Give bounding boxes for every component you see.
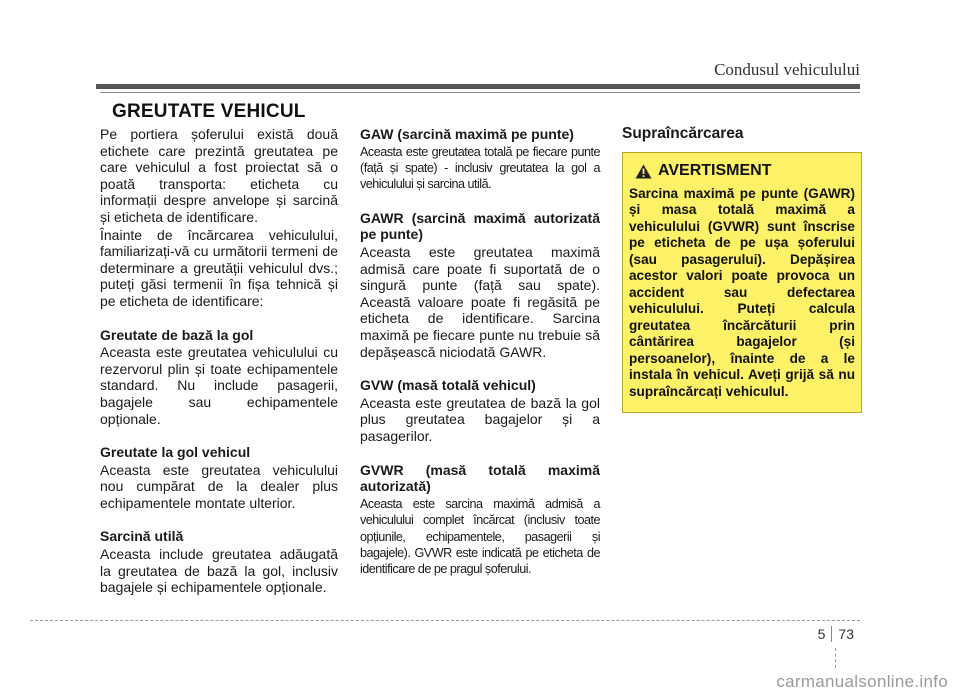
page-number bbox=[818, 626, 854, 642]
term-heading-gaw: GAW (sarcină maximă pe punte) bbox=[360, 126, 574, 142]
header-rule bbox=[96, 84, 860, 89]
term-text-vehicle-weight: Aceasta este greutatea vehiculului nou cumpărat de la dealer plus echipamentele montate ulterior. bbox=[100, 461, 338, 511]
warning-triangle-icon bbox=[635, 164, 652, 179]
term-heading-gvw: GVW (masă totală vehicul) bbox=[360, 377, 536, 394]
term-text-gawr: Aceasta este greutatea maximă admisă care poate fi suportată de o singură punte (față sau spate). Această valoare poate fi regăsită pe eticheta de identificare. Sarcina maximă pe fiecare punte nu trebuie să depășească niciodată GAWR. bbox=[360, 244, 600, 360]
page-number-value: 73 bbox=[838, 626, 854, 642]
intro-paragraph-1: Pe portiera șoferului există două etichete care prezintă greutatea pe care vehiculul a fost proiectat să o poată transporta: eticheta cu informații despre anvelope și sarcină și eticheta de identificare. bbox=[100, 126, 338, 225]
term-heading-vehicle-weight: Greutate la gol vehicul bbox=[100, 444, 251, 461]
column-1 bbox=[100, 126, 338, 596]
warning-label: AVERTISMENT bbox=[658, 162, 772, 179]
watermark: carmanualsonline.info bbox=[776, 672, 948, 691]
term-heading-base-weight: Greutate de bază la gol bbox=[100, 326, 254, 343]
term-heading-gvwr: GVWR (masă totală maximă autorizată) bbox=[360, 461, 600, 495]
footer-tick bbox=[835, 648, 836, 668]
intro-paragraph-2: Înainte de încărcarea vehiculului, familiarizați-vă cu următorii termeni de determinare a greutății vehiculul dvs.; puteți găsi termenii în fișa tehnică și pe eticheta de identificare: bbox=[100, 226, 338, 309]
section-title: GREUTATE VEHICUL bbox=[112, 101, 306, 122]
warning-box bbox=[622, 152, 862, 413]
term-text-gvwr: Aceasta este sarcina maximă admisă a vehiculului complet încărcat (inclusiv toate opțiunile, echipamentele, pasagerii și bagajele). GVWR este indicată pe eticheta de identificare de pe pragul șoferului. bbox=[360, 496, 600, 577]
page-number-separator bbox=[831, 626, 832, 642]
warning-header bbox=[629, 163, 855, 180]
chapter-title: Condusul vehiculului bbox=[714, 60, 860, 79]
warning-text: Sarcina maximă pe punte (GAWR) și masa totală maximă a vehiculului (GVWR) sunt înscrise pe eticheta de pe ușa șoferului (sau pasagerului). Depășirea acestor valori poate provoca un accident sau defectarea vehiculului. Puteți calcula greutatea încărcăturii prin cântărirea bagajelor (și persoanelor), înainte de a le instala în vehicul. Aveți grijă să nu supraîncărcați vehiculul. bbox=[629, 185, 855, 399]
overload-title: Supraîncărcarea bbox=[622, 125, 744, 142]
term-text-payload: Aceasta include greutatea adăugată la greutatea de bază la gol, inclusiv bagajele și echipamentele opționale. bbox=[100, 546, 338, 596]
term-heading-payload: Sarcină utilă bbox=[100, 528, 184, 545]
header-rule-thin bbox=[100, 92, 860, 93]
chapter-number: 5 bbox=[817, 626, 826, 642]
column-2 bbox=[360, 126, 600, 578]
column-3 bbox=[622, 126, 862, 413]
term-text-base-weight: Aceasta este greutatea vehiculului cu rezervorul plin și toate echipamentele standard. Nu include pasagerii, bagajele sau echipamentele opționale. bbox=[100, 344, 338, 427]
footer-rule bbox=[30, 620, 860, 621]
term-text-gaw: Aceasta este greutatea totală pe fiecare punte (față și spate) - inclusiv greutatea la gol a vehiculului și sarcina utilă. bbox=[360, 144, 600, 192]
term-text-gvw: Aceasta este greutatea de bază la gol plus greutatea bagajelor și a pasagerilor. bbox=[360, 394, 600, 444]
term-heading-gawr: GAWR (sarcină maximă autorizată pe punte) bbox=[360, 209, 600, 243]
